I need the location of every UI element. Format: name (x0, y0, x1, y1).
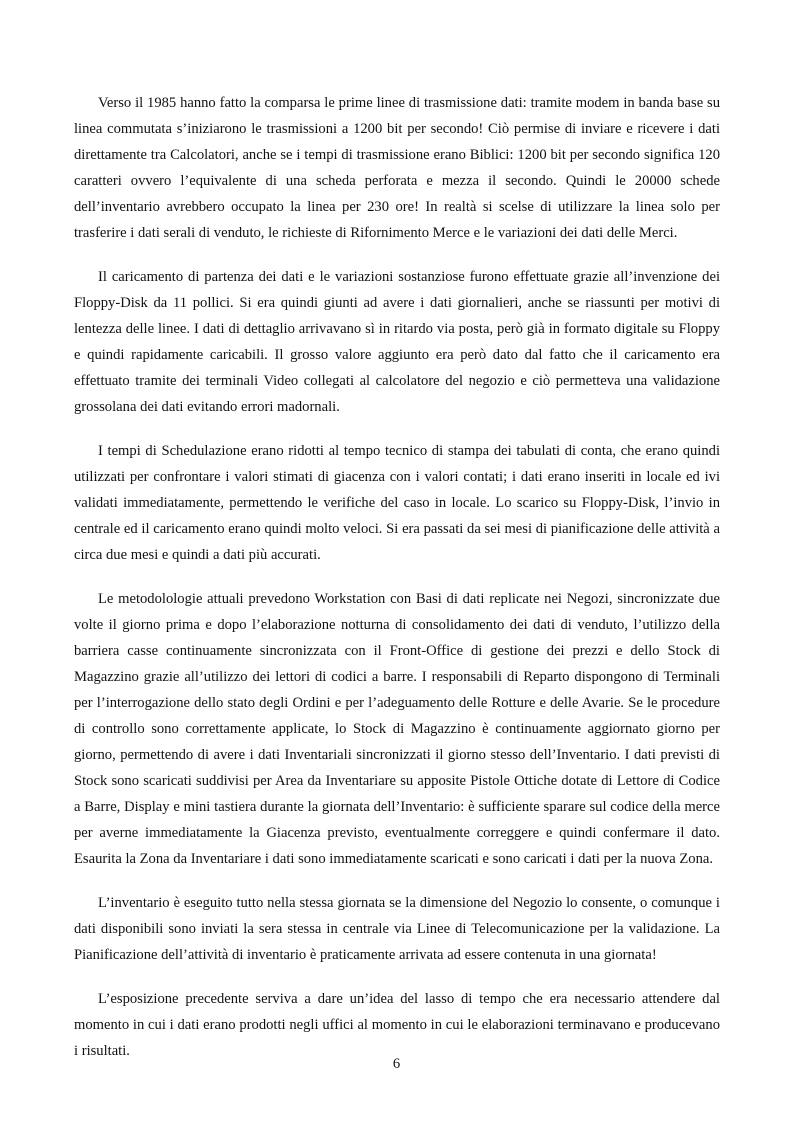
paragraph-1: Verso il 1985 hanno fatto la comparsa le prime linee di trasmissione dati: tramite modem in banda base su linea commutata s’iniziarono le trasmissioni a 1200 bit per secondo! Ciò permise di inviare e ricevere i dati direttamente tra Calcolatori, anche se i tempi di trasmissione erano Biblici: 1200 bit per secondo significa 120 caratteri ovvero l’equivalente di una scheda perforata e mezza il secondo. Quindi le 20000 schede dell’inventario avrebbero occupato la linea per 230 ore! In realtà si scelse di utilizzare la linea solo per trasferire i dati serali di venduto, le richieste di Rifornimento Merce e le variazioni dei dati delle Merci. (74, 95, 720, 241)
page-number: 6 (392, 1056, 401, 1072)
paragraph-6: L’esposizione precedente serviva a dare un’idea del lasso di tempo che era necessario attendere dal momento in cui i dati erano prodotti negli uffici al momento in cui le elaborazioni terminavano e producevano i risultati. (74, 991, 720, 1059)
document-body (74, 90, 720, 1082)
paragraph-5: L’inventario è eseguito tutto nella stessa giornata se la dimensione del Negozio lo consente, o comunque i dati disponibili sono inviati la sera stessa in centrale via Linee di Telecomunicazione per la validazione. La Pianificazione dell’attività di inventario è praticamente arrivata ad essere contenuta in una giornata! (74, 895, 720, 963)
paragraph-2: Il caricamento di partenza dei dati e le variazioni sostanziose furono effettuate grazie all’invenzione dei Floppy-Disk da 11 pollici. Si era quindi giunti ad avere i dati giornalieri, anche se riassunti per motivi di lentezza delle linee. I dati di dettaglio arrivavano sì in ritardo via posta, però già in formato digitale su Floppy e quindi rapidamente caricabili. Il grosso valore aggiunto era però dato dal fatto che il caricamento era effettuato tramite dei terminali Video collegati al calcolatore del negozio e ciò permetteva una validazione grossolana dei dati evitando errori madornali. (74, 269, 720, 415)
paragraph-3: I tempi di Schedulazione erano ridotti al tempo tecnico di stampa dei tabulati di conta, che erano quindi utilizzati per confrontare i valori stimati di giacenza con i valori contati; i dati erano inseriti in locale ed ivi validati immediatamente, permettendo le verifiche del caso in locale. Lo scarico su Floppy-Disk, l’invio in centrale ed il caricamento erano quindi molto veloci. Si era passati da sei mesi di pianificazione delle attività a circa due mesi e quindi a dati più accurati. (74, 443, 720, 563)
paragraph-4: Le metodolologie attuali prevedono Workstation con Basi di dati replicate nei Negozi, sincronizzate due volte il giorno prima e dopo l’elaborazione notturna di consolidamento dei dati di venduto, l’utilizzo della barriera casse continuamente sincronizzata con il Front-Office di gestione dei prezzi e dello Stock di Magazzino grazie all’utilizzo dei lettori di codici a barre. I responsabili di Reparto dispongono di Terminali per l’interrogazione dello stato degli Ordini e per l’adeguamento delle Rotture e delle Avarie. Se le procedure di controllo sono correttamente applicate, lo Stock di Magazzino è continuamente aggiornato giorno per giorno, permettendo di avere i dati Inventariali sincronizzati il giorno stesso dell’Inventario. I dati previsti di Stock sono scaricati suddivisi per Area da Inventariare su apposite Pistole Ottiche dotate di Lettore di Codice a Barre, Display e mini tastiera durante la giornata dell’Inventario: è sufficiente sparare sul codice della merce per averne immediatamente la Giacenza previsto, eventualmente correggere e quindi confermare il dato. Esaurita la Zona da Inventariare i dati sono immediatamente scaricati e sono caricati i dati per la nuova Zona. (74, 591, 720, 867)
